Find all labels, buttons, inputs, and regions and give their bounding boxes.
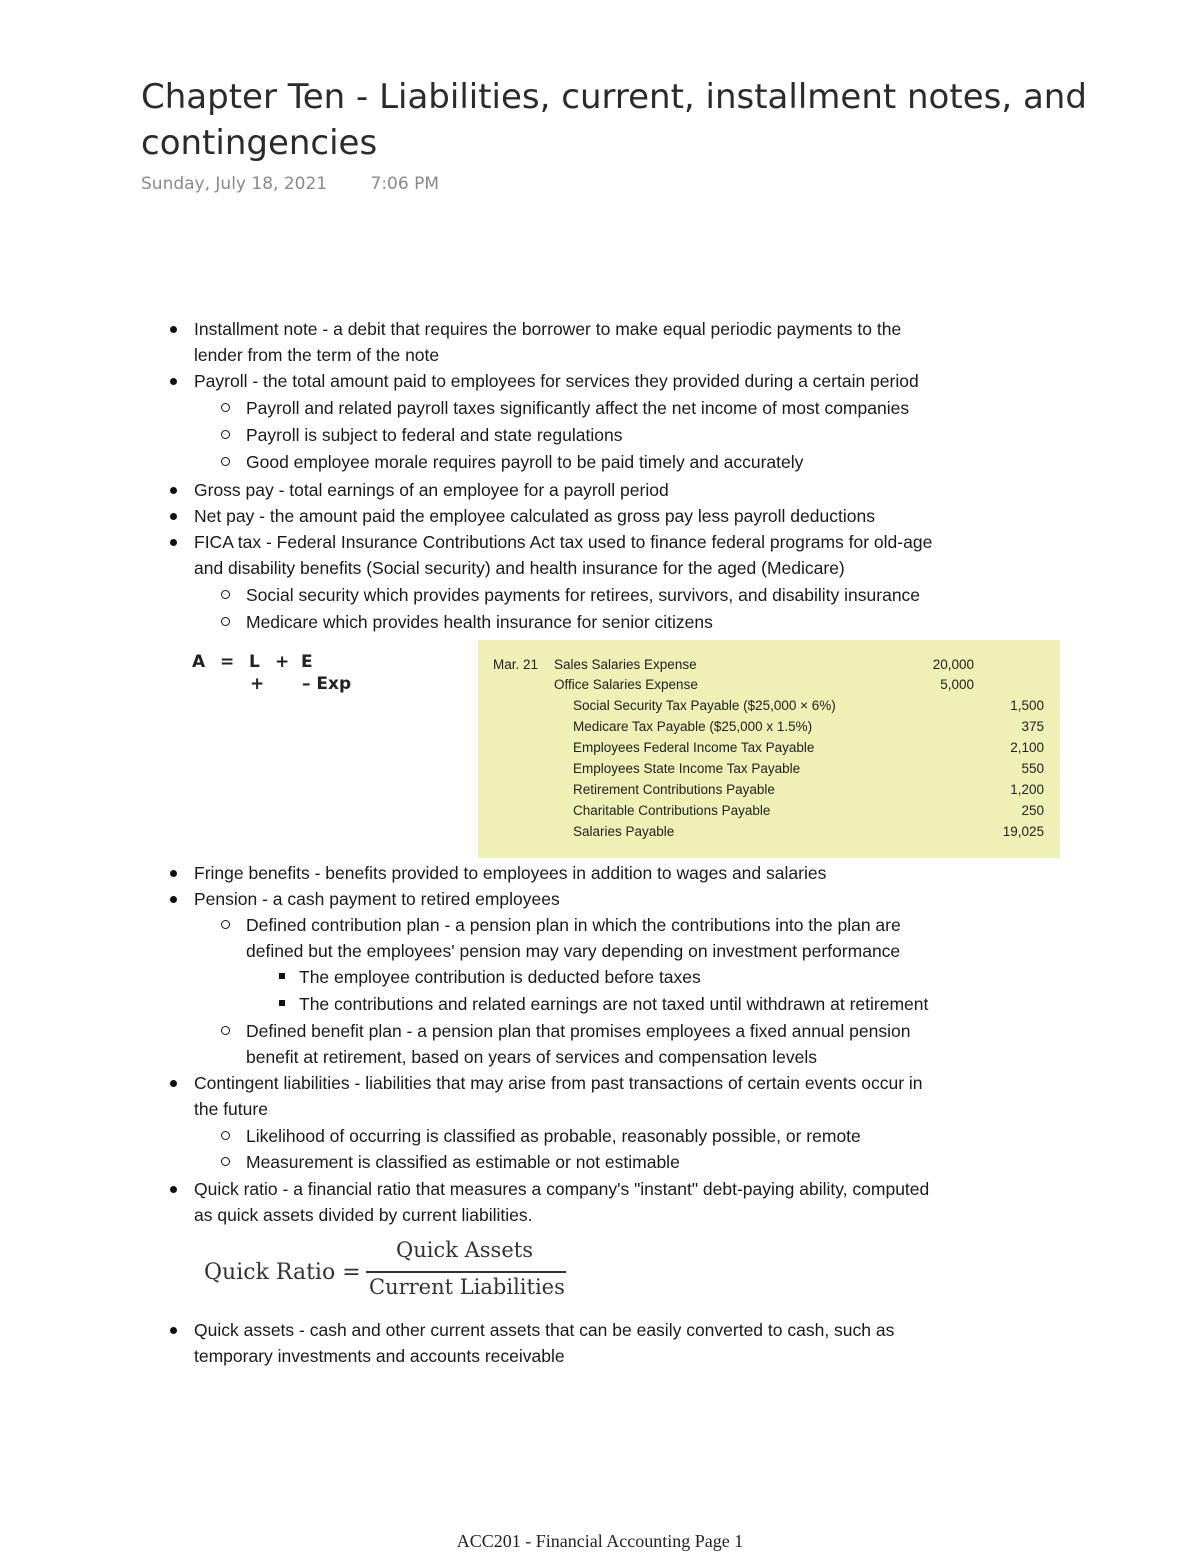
list-item-defined-contribution: Defined contribution plan - a pension plan in which the contributions into the plan are (246, 915, 901, 935)
bullet-marker (170, 513, 177, 520)
list-item-defined-benefit: Defined benefit plan - a pension plan that promises employees a fixed annual pension (246, 1021, 911, 1041)
journal-account: Medicare Tax Payable ($25,000 x 1.5%) (573, 719, 813, 734)
journal-account: Employees State Income Tax Payable (573, 761, 801, 776)
list-item-quick-ratio-cont: as quick assets divided by current liabilities. (194, 1205, 533, 1225)
sub-bullet-marker (221, 430, 230, 439)
bullet-marker (170, 1080, 177, 1087)
sub-bullet-marker (221, 403, 230, 412)
list-item-contingent-sub: Likelihood of occurring is classified as probable, reasonably possible, or remote (246, 1126, 861, 1146)
list-item-fica-sub: Medicare which provides health insurance for senior citizens (246, 612, 713, 632)
list-item-installment-note-cont: lender from the term of the note (194, 345, 440, 365)
journal-credit: 1,500 (1010, 698, 1044, 713)
journal-debit: 20,000 (932, 657, 974, 672)
journal-entry (478, 640, 1060, 858)
list-item-quick-assets-cont: temporary investments and accounts receivable (194, 1346, 565, 1366)
journal-credit: 250 (1021, 803, 1044, 818)
list-item-fica-tax: FICA tax - Federal Insurance Contributions Act tax used to finance federal programs for old-age (194, 532, 933, 552)
bullet-marker (170, 487, 177, 494)
equation-plus: + (275, 652, 290, 672)
list-item-contingent-sub: Measurement is classified as estimable or not estimable (246, 1152, 680, 1172)
sub-bullet-marker (221, 1157, 230, 1166)
list-item-payroll-sub: Payroll and related payroll taxes significantly affect the net income of most companies (246, 398, 910, 418)
journal-account: Retirement Contributions Payable (573, 782, 775, 797)
sub-sub-bullet-marker (279, 1000, 285, 1006)
journal-date: Mar. 21 (493, 657, 539, 672)
bullet-marker (170, 1186, 177, 1193)
sub-bullet-marker (221, 457, 230, 466)
bullet-marker (170, 896, 177, 903)
list-item-contingent-liabilities-cont: the future (194, 1099, 268, 1119)
bullet-marker (170, 326, 177, 333)
equation-equals: = (220, 652, 235, 672)
list-item-fica-tax-cont: and disability benefits (Social security) and health insurance for the aged (Medicare) (194, 558, 845, 578)
sub-bullet-marker (221, 1026, 230, 1035)
list-item-dc-detail: The employee contribution is deducted before taxes (299, 967, 701, 987)
formula-numerator: Quick Assets (396, 1238, 533, 1262)
sub-bullet-marker (221, 920, 230, 929)
list-item-contingent-liabilities: Contingent liabilities - liabilities that may arise from past transactions of certain events occur in (194, 1073, 923, 1093)
list-item-quick-ratio: Quick ratio - a financial ratio that measures a company's "instant" debt-paying ability, computed (194, 1179, 930, 1199)
list-item-installment-note: Installment note - a debit that requires the borrower to make equal periodic payments to the (194, 319, 902, 339)
bullet-marker (170, 1327, 177, 1334)
list-item-gross-pay: Gross pay - total earnings of an employee for a payroll period (194, 480, 669, 500)
sub-bullet-marker (221, 590, 230, 599)
bullet-marker (170, 870, 177, 877)
journal-credit: 2,100 (1010, 740, 1044, 755)
equation-assets-effect: + (250, 674, 265, 694)
bullet-marker (170, 539, 177, 546)
list-item-payroll-sub: Payroll is subject to federal and state regulations (246, 425, 623, 445)
equation-equity-effect: – Exp (302, 674, 352, 694)
list-item-dc-detail: The contributions and related earnings are not taxed until withdrawn at retirement (299, 994, 929, 1014)
note-timestamp (141, 174, 439, 194)
journal-account: Employees Federal Income Tax Payable (573, 740, 815, 755)
journal-credit: 1,200 (1010, 782, 1044, 797)
journal-account: Social Security Tax Payable ($25,000 × 6%) (573, 698, 836, 713)
note-time: 7:06 PM (370, 174, 440, 194)
list-item-payroll-sub: Good employee morale requires payroll to be paid timely and accurately (246, 452, 804, 472)
journal-debit: 5,000 (940, 677, 974, 692)
journal-account: Sales Salaries Expense (554, 657, 697, 672)
journal-account: Salaries Payable (573, 824, 675, 839)
journal-credit: 19,025 (1002, 824, 1044, 839)
bullet-marker (170, 378, 177, 385)
note-date: Sunday, July 18, 2021 (141, 174, 328, 194)
journal-account: Charitable Contributions Payable (573, 803, 771, 818)
list-item-fringe-benefits: Fringe benefits - benefits provided to employees in addition to wages and salaries (194, 863, 827, 883)
journal-credit: 375 (1021, 719, 1044, 734)
list-item-quick-assets: Quick assets - cash and other current assets that can be easily converted to cash, such as (194, 1320, 895, 1340)
page-title: Chapter Ten - Liabilities, current, installment notes, and contingencies (141, 77, 1087, 163)
list-item-defined-contribution-cont: defined but the employees' pension may vary depending on investment performance (246, 941, 901, 961)
sub-bullet-marker (221, 617, 230, 626)
journal-account: Office Salaries Expense (554, 677, 698, 692)
list-item-payroll: Payroll - the total amount paid to employees for services they provided during a certain period (194, 371, 919, 391)
journal-credit: 550 (1021, 761, 1044, 776)
list-item-net-pay: Net pay - the amount paid the employee calculated as gross pay less payroll deductions (194, 506, 875, 526)
equation-equity: E (301, 652, 313, 672)
formula-denominator: Current Liabilities (369, 1275, 565, 1299)
fraction-bar (366, 1271, 566, 1273)
equation-liabilities: L (249, 652, 260, 672)
list-item-fica-sub: Social security which provides payments for retirees, survivors, and disability insurance (246, 585, 921, 605)
list-item-defined-benefit-cont: benefit at retirement, based on years of services and compensation levels (246, 1047, 818, 1067)
page-footer: ACC201 - Financial Accounting Page 1 (456, 1531, 744, 1551)
equation-assets: A (192, 652, 206, 672)
formula-lhs: Quick Ratio = (204, 1260, 361, 1285)
list-item-pension: Pension - a cash payment to retired employees (194, 889, 560, 909)
sub-bullet-marker (221, 1131, 230, 1140)
sub-sub-bullet-marker (279, 973, 285, 979)
